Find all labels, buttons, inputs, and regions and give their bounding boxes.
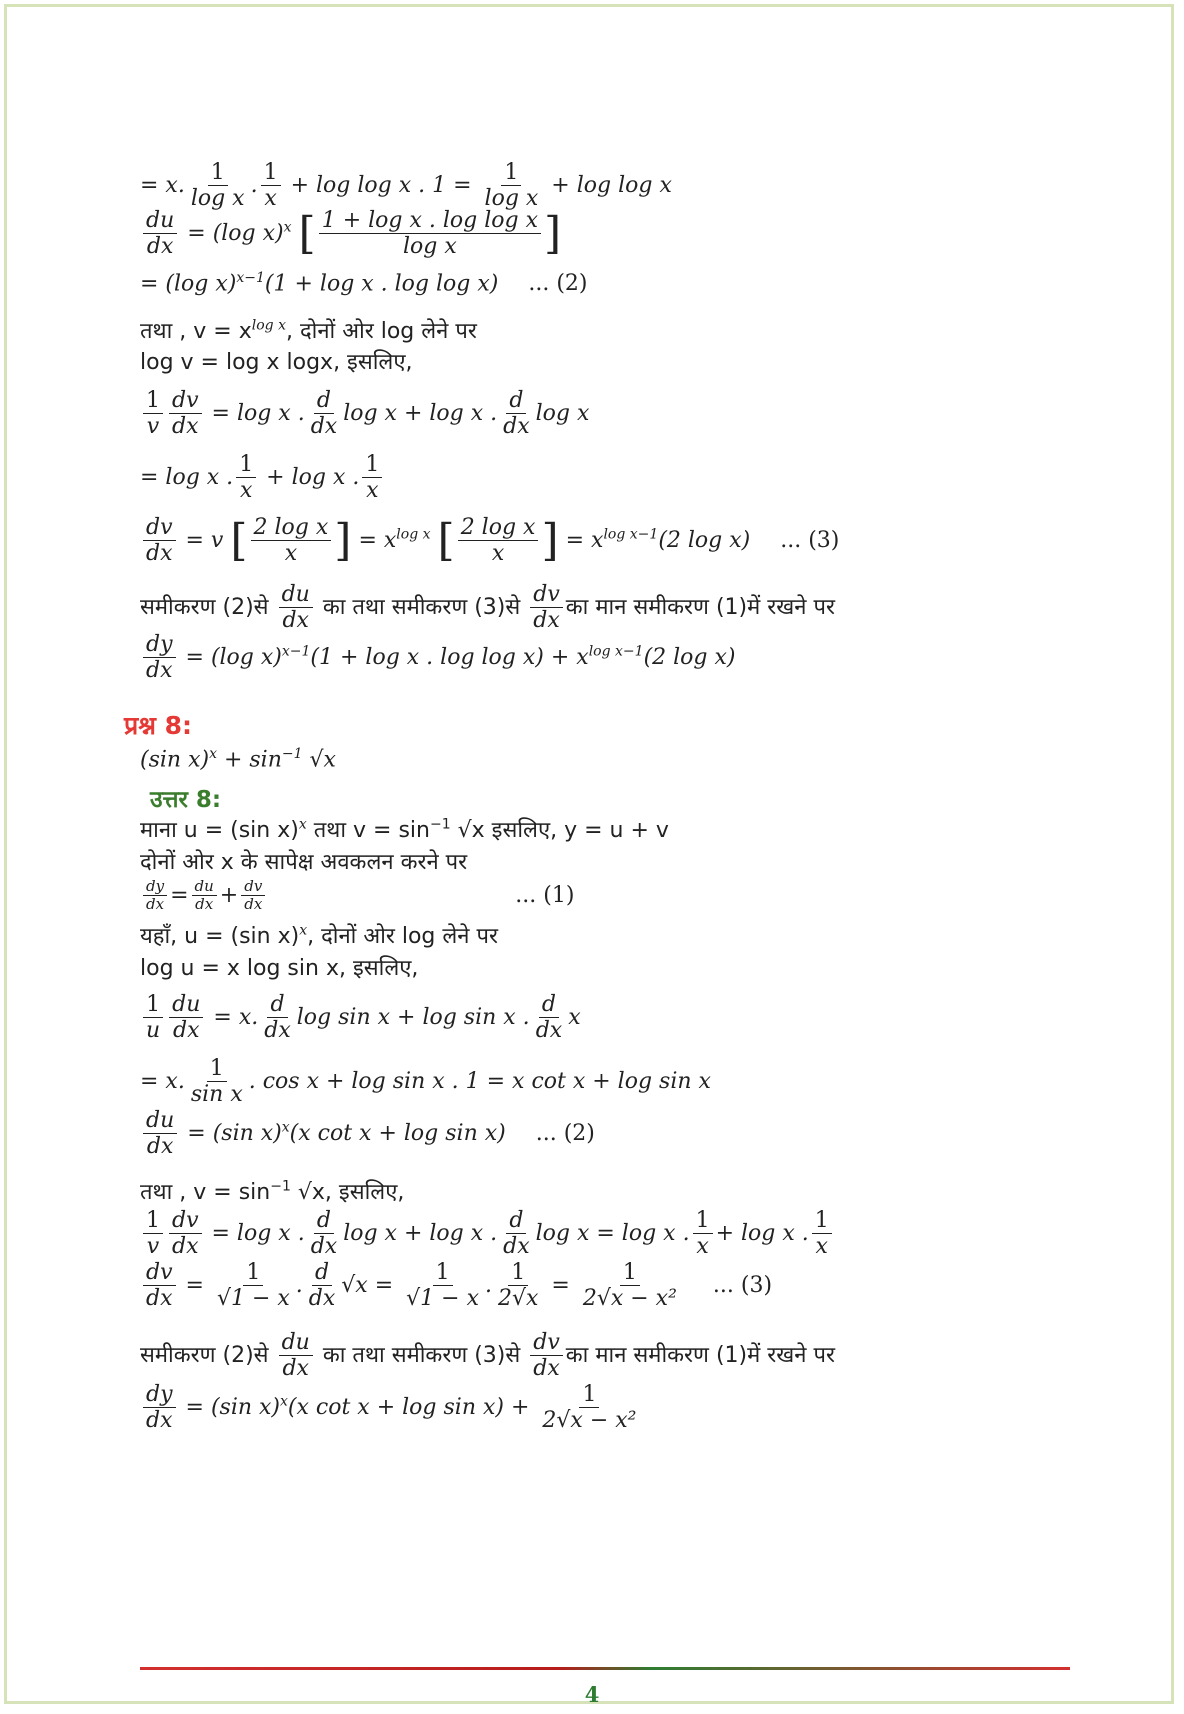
q8-b: + sin	[223, 747, 282, 773]
equation-line-8: $\frac{dv}{dx}$ = v [ $\frac{\text{2 log x}}{x}$ ] = $x^{log x}$ [ $\frac{\text{2 log x}}{x}$ ] = $x^{log x-1}(2$ log x) ... (3)	[140, 515, 839, 567]
a1-b: तथा v = sin	[313, 818, 430, 843]
eq3-lhs: = (log x)	[140, 271, 237, 297]
eq-ref-2: ... (2)	[528, 271, 588, 297]
footer-rule	[140, 1667, 1070, 1670]
answer-line-13: $\frac{dy}{dx}$ = (sin x)$^x$(x cot x + log sin x) + $\frac{1}{\text{2√x − x²}}$	[140, 1382, 642, 1434]
answer-line-5: log u = x log sin x, इसलिए,	[140, 956, 419, 981]
equation-line-3: = (log x)$^{x-1}$(1 + log x . log log x) ... (2)	[140, 270, 588, 297]
eq-ref-1: ... (1)	[515, 882, 575, 908]
answer-8-heading: उत्तर 8:	[150, 787, 222, 813]
a13-tail: (x cot x + log sin x) +	[287, 1394, 530, 1420]
l6-rhs: = log x .	[211, 400, 305, 426]
answer-line-4: यहाँ, u = (sin x)$^x$, दोनों ओर log लेने पर	[140, 922, 499, 949]
l10-a: = (log x)	[185, 644, 282, 670]
answer-line-10: $\frac{1}{v}$ $\frac{dv}{dx}$ = log x . $\frac{d}{dx}$ log x + log x . $\frac{d}{dx}$ log x = log x . $\frac{1}{x}$ + log x . $\frac{1}{x}$	[140, 1208, 835, 1260]
answer-line-9: तथा , $v = \sin^{-1} √x$, इसलिए,	[140, 1178, 405, 1205]
a1-c: इसलिए, y = u + v	[491, 818, 669, 843]
answer-line-1: माना u = (sin x)$^x$ तथा $v = \sin^{-1} √x$ इसलिए, y = u + v	[140, 816, 669, 843]
answer-line-7: = x. $\frac{1}{\text{sin x}}$ . cos x + log sin x . 1 = x cot x + log sin x	[140, 1056, 711, 1108]
answer-line-3: $\frac{dy}{dx}$ = $\frac{du}{dx}$ + $\frac{dv}{dx}$ ... (1)	[140, 878, 574, 914]
a9-a: तथा , v = sin	[140, 1180, 271, 1205]
answer-line-6: $\frac{1}{u}$ $\frac{du}{dx}$ = x. $\frac{d}{dx}$ log sin x + log sin x . $\frac{d}{dx}$ x	[140, 992, 581, 1044]
equation-line-2: $\frac{du}{dx}$ = (log x)$^x$ [ $\frac{\text{1 + log x . log log x}}{\text{log x}}$ ]	[140, 208, 561, 260]
eq3-tail: (1 + log x . log log x)	[264, 271, 499, 297]
text-line-9: समीकरण (2)से $\frac{du}{dx}$ का तथा समीकरण (3)से $\frac{dv}{dx}$ का मान समीकरण (1)में रखने पर	[140, 582, 835, 634]
l9-c: का मान समीकरण (1)में रखने पर	[565, 594, 835, 620]
answer-line-11: $\frac{dv}{dx}$ = $\frac{1}{√1 - x}$ . $\frac{d}{dx}$ √x = $\frac{1}{√1 - x}$ . $\frac{1}{2√x}$ = $\frac{1}{\text{2√x − x²}}$ ... (3)	[140, 1260, 772, 1312]
logx-pow: (log x)	[212, 220, 284, 246]
a12-b: का तथा समीकरण (3)से	[322, 1342, 521, 1368]
l10-b: (1 + log x . log log x) + x	[310, 644, 589, 670]
eq-ref-2b: ... (2)	[535, 1120, 595, 1146]
text-line-5: log v = log x logx, इसलिए,	[140, 350, 413, 375]
a13-rhs: = (sin x)	[185, 1394, 281, 1420]
a4-b: , दोनों ओर log लेने पर	[307, 924, 499, 949]
answer-line-8: $\frac{du}{dx}$ = (sin x)$^x$(x cot x + log sin x) ... (2)	[140, 1108, 595, 1160]
l9-a: समीकरण (2)से	[140, 594, 269, 620]
answer-line-2: दोनों ओर x के सापेक्ष अवकलन करने पर	[140, 850, 468, 875]
a8-tail: (x cot x + log sin x)	[289, 1120, 506, 1146]
l4-text: तथा , v = x	[140, 319, 252, 344]
l10-c: (2 log x)	[643, 644, 736, 670]
equation-line-1: = x. $\frac{1}{\text{log x}}$ . $\frac{1}{x}$ + log log x . 1 = $\frac{1}{\text{log x}}$ + log log x	[140, 160, 672, 212]
question-8-heading: प्रश्न 8:	[124, 711, 192, 740]
l7-text: = log x .	[140, 464, 234, 490]
l9-b: का तथा समीकरण (3)से	[322, 594, 521, 620]
text-line-4: तथा , $v = x^{log x}$, दोनों ओर log लेने पर	[140, 317, 477, 344]
a8-rhs: = (sin x)	[187, 1120, 282, 1146]
equation-line-7: = log x . $\frac{1}{x}$ + log x . $\frac{1}{x}$	[140, 452, 385, 504]
q8-a: (sin x)	[140, 747, 210, 773]
a12-a: समीकरण (2)से	[140, 1342, 269, 1368]
l4-tail: , दोनों ओर log लेने पर	[285, 319, 477, 344]
a1-a: माना u = (sin x)	[140, 818, 299, 843]
page-number: 4	[584, 1682, 600, 1707]
equation-line-10: $\frac{dy}{dx}$ = (log x)$^{x-1}$(1 + log x . $\log \log x) + x^{log x-1}(2$ log x)	[140, 632, 735, 684]
equation-line-6: $\frac{1}{v}$ $\frac{dv}{dx}$ = log x . $\frac{d}{dx}$ log x + log x . $\frac{d}{dx}$ log x	[140, 388, 589, 440]
eq-ref-3: ... (3)	[780, 527, 840, 553]
eq-ref-3b: ... (3)	[712, 1272, 773, 1298]
question-8-text: (sin $x)^x + \sin^{-1} √x$	[140, 746, 336, 773]
answer-line-12: समीकरण (2)से $\frac{du}{dx}$ का तथा समीकरण (3)से $\frac{dv}{dx}$ का मान समीकरण (1)में रखने पर	[140, 1330, 835, 1382]
a4-a: यहाँ, u = (sin x)	[140, 924, 300, 949]
a7-tail: . cos x + log sin x . 1 = x cot x + log sin x	[248, 1068, 711, 1094]
a12-c: का मान समीकरण (1)में रखने पर	[565, 1342, 835, 1368]
a9-b: इसलिए,	[338, 1180, 405, 1205]
